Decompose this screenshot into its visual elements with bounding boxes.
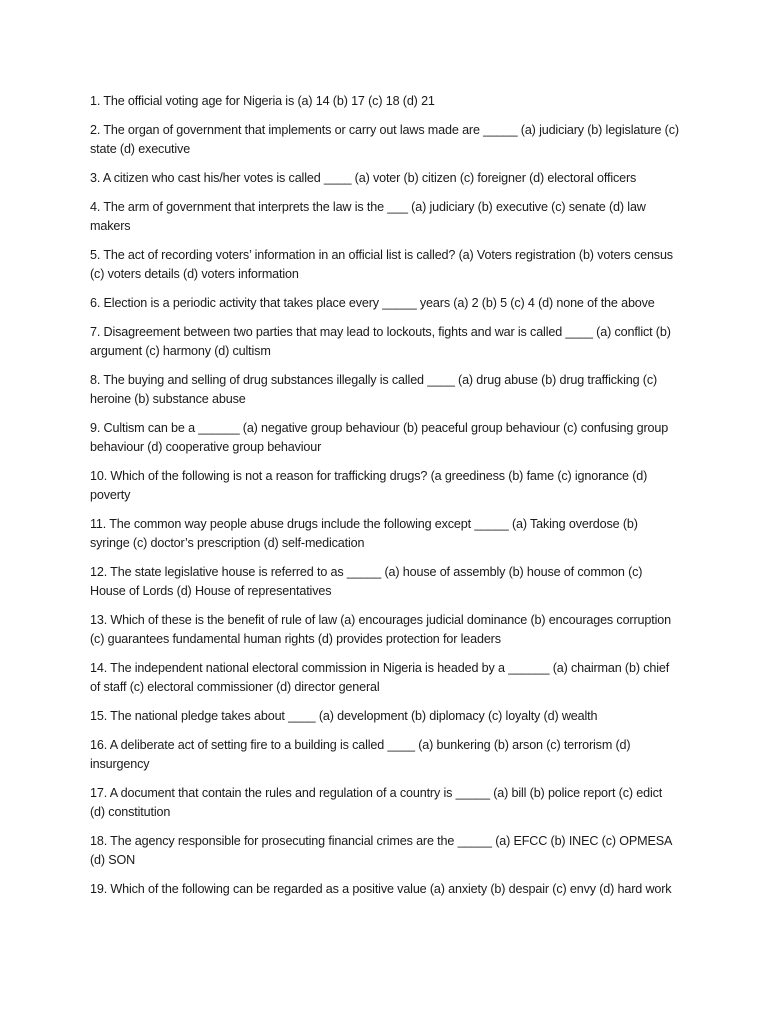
question-6: 6. Election is a periodic activity that takes place every _____ years (a) 2 (b) 5 (c) 4 (d) none of the above bbox=[90, 296, 655, 310]
question-5: 5. The act of recording voters’ information in an official list is called? (a) Voters registration (b) voters census (c) voters details (d) voters information bbox=[90, 248, 673, 281]
question-2: 2. The organ of government that implements or carry out laws made are _____ (a) judiciary (b) legislature (c) state (d) executive bbox=[90, 123, 679, 156]
question-3: 3. A citizen who cast his/her votes is called ____ (a) voter (b) citizen (c) foreigner (d) electoral officers bbox=[90, 171, 637, 185]
question-10: 10. Which of the following is not a reason for trafficking drugs? (a greediness (b) fame (c) ignorance (d) poverty bbox=[90, 469, 648, 502]
question-11: 11. The common way people abuse drugs include the following except _____ (a) Taking overdose (b) syringe (c) doctor’s prescription (d) self-medication bbox=[90, 517, 638, 550]
question-list bbox=[90, 92, 680, 909]
question-13: 13. Which of these is the benefit of rule of law (a) encourages judicial dominance (b) encourages corruption (c) guarantees fundamental human rights (d) provides protection for leaders bbox=[90, 613, 671, 646]
question-16: 16. A deliberate act of setting fire to a building is called ____ (a) bunkering (b) arson (c) terrorism (d) insurgency bbox=[90, 738, 631, 771]
question-12: 12. The state legislative house is referred to as _____ (a) house of assembly (b) house of common (c) House of Lords (d) House of representatives bbox=[90, 565, 643, 598]
question-7: 7. Disagreement between two parties that may lead to lockouts, fights and war is called ____ (a) conflict (b) argument (c) harmony (d) cultism bbox=[90, 325, 671, 358]
question-17: 17. A document that contain the rules and regulation of a country is _____ (a) bill (b) police report (c) edict (d) constitution bbox=[90, 786, 663, 819]
question-15: 15. The national pledge takes about ____ (a) development (b) diplomacy (c) loyalty (d) wealth bbox=[90, 709, 598, 723]
question-1: 1. The official voting age for Nigeria is (a) 14 (b) 17 (c) 18 (d) 21 bbox=[90, 94, 435, 108]
question-8: 8. The buying and selling of drug substances illegally is called ____ (a) drug abuse (b) drug trafficking (c) heroine (b) substance abuse bbox=[90, 373, 658, 406]
question-14: 14. The independent national electoral commission in Nigeria is headed by a ______ (a) chairman (b) chief of staff (c) electoral commissioner (d) director general bbox=[90, 661, 670, 694]
question-9: 9. Cultism can be a ______ (a) negative group behaviour (b) peaceful group behaviour (c) confusing group behaviour (d) cooperative group behaviour bbox=[90, 421, 669, 454]
question-19: 19. Which of the following can be regarded as a positive value (a) anxiety (b) despair (c) envy (d) hard work bbox=[90, 882, 672, 896]
question-4: 4. The arm of government that interprets the law is the ___ (a) judiciary (b) executive (c) senate (d) law makers bbox=[90, 200, 646, 233]
question-18: 18. The agency responsible for prosecuting financial crimes are the _____ (a) EFCC (b) INEC (c) OPMESA (d) SON bbox=[90, 834, 672, 867]
